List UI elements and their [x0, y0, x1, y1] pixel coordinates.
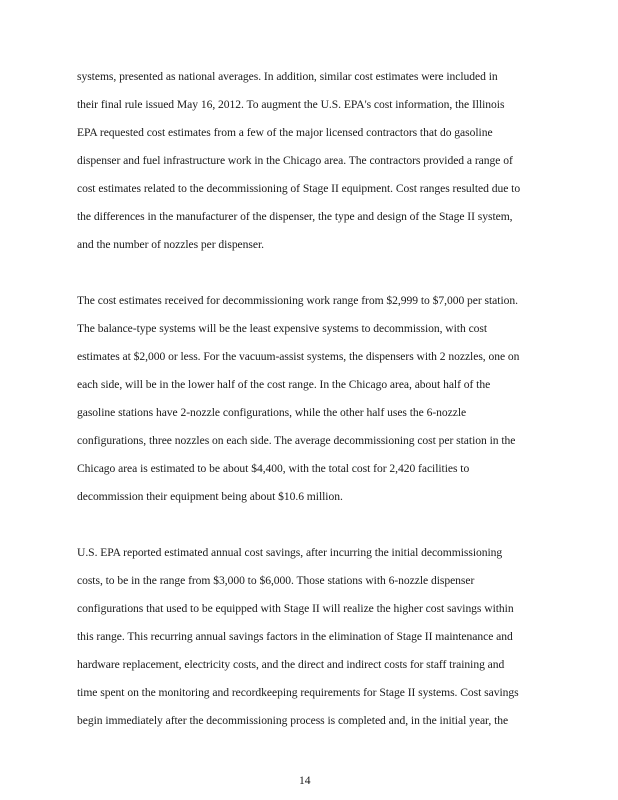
text-line: each side, will be in the lower half of the cost range. In the Chicago area, about half of the	[77, 378, 491, 391]
text-line: decommission their equipment being about $10.6 million.	[77, 490, 343, 503]
text-line: configurations, three nozzles on each side. The average decommissioning cost per station in the	[77, 434, 516, 447]
text-line: costs, to be in the range from $3,000 to $6,000. Those stations with 6-nozzle dispenser	[77, 574, 475, 587]
text-line: the differences in the manufacturer of the dispenser, the type and design of the Stage II system,	[77, 210, 513, 223]
text-line: this range. This recurring annual savings factors in the elimination of Stage II maintenance and	[77, 630, 513, 643]
text-line: gasoline stations have 2-nozzle configurations, while the other half uses the 6-nozzle	[77, 406, 467, 419]
text-line: begin immediately after the decommissioning process is completed and, in the initial year, the	[77, 714, 509, 727]
text-line: dispenser and fuel infrastructure work in the Chicago area. The contractors provided a range of	[77, 154, 513, 167]
text-line: systems, presented as national averages. In addition, similar cost estimates were included in	[77, 70, 498, 83]
text-line: EPA requested cost estimates from a few of the major licensed contractors that do gasoline	[77, 126, 493, 139]
text-line: estimates at $2,000 or less. For the vacuum-assist systems, the dispensers with 2 nozzles, one on	[77, 350, 520, 363]
text-line: and the number of nozzles per dispenser.	[77, 238, 264, 251]
text-line: Chicago area is estimated to be about $4,400, with the total cost for 2,420 facilities to	[77, 462, 470, 475]
text-line: configurations that used to be equipped with Stage II will realize the higher cost savings within	[77, 602, 514, 615]
page-number: 14	[299, 774, 311, 787]
text-line: their final rule issued May 16, 2012. To augment the U.S. EPA's cost information, the Illinois	[77, 98, 505, 111]
text-line: hardware replacement, electricity costs, and the direct and indirect costs for staff training and	[77, 658, 505, 671]
text-line: time spent on the monitoring and recordkeeping requirements for Stage II systems. Cost savings	[77, 686, 519, 699]
text-line: cost estimates related to the decommissioning of Stage II equipment. Cost ranges resulted due to	[77, 182, 521, 195]
text-line: The cost estimates received for decommissioning work range from $2,999 to $7,000 per station.	[77, 294, 518, 307]
text-line: U.S. EPA reported estimated annual cost savings, after incurring the initial decommissioning	[77, 546, 503, 559]
text-line: The balance-type systems will be the least expensive systems to decommission, with cost	[77, 322, 488, 335]
